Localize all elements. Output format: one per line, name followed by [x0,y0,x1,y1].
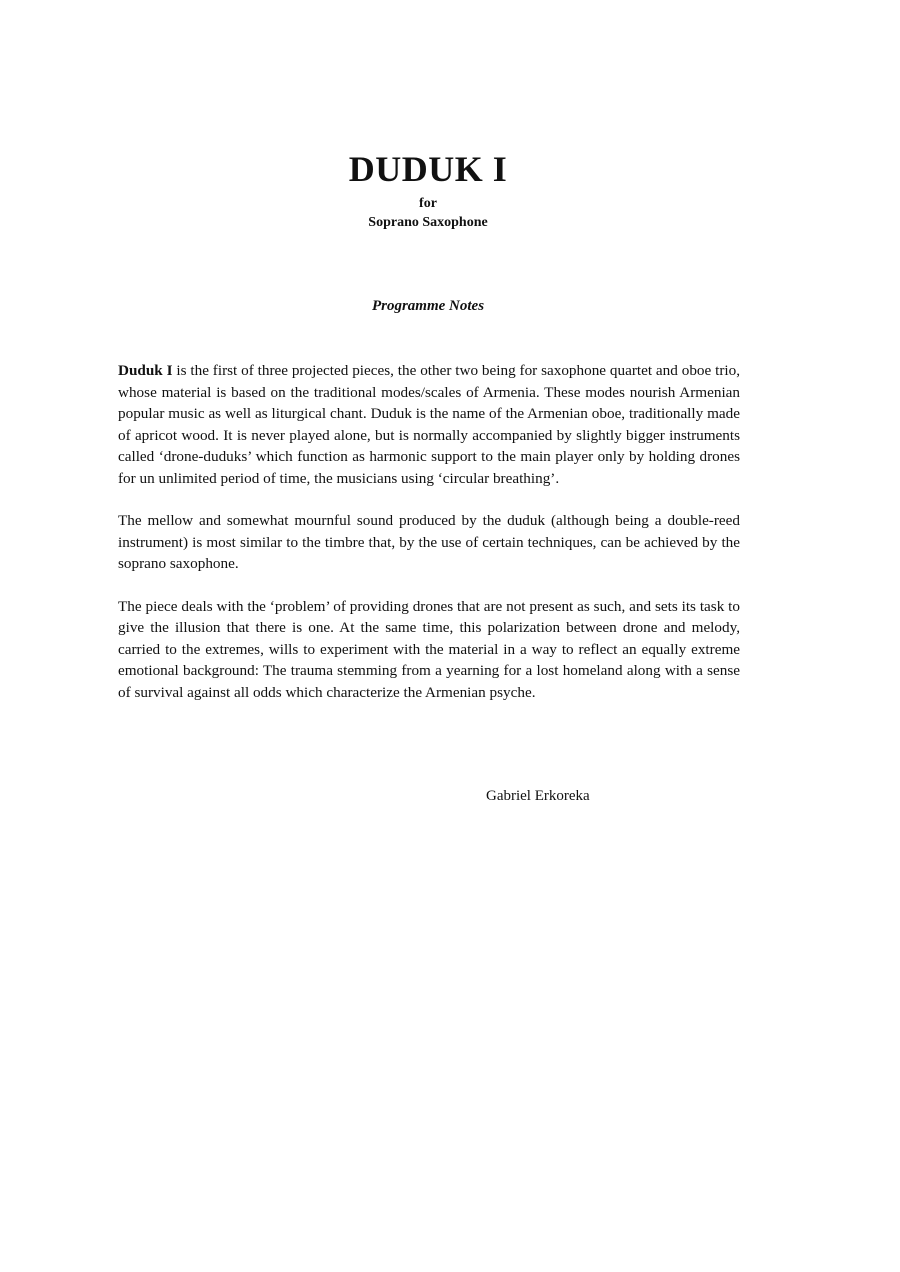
subtitle-instrument: Soprano Saxophone [368,215,488,230]
paragraph-text: is the first of three projected pieces, the other two being for saxophone quartet and oboe trio, whose material is based on the traditional modes/scales of Armenia. These modes nourish Armenian popular music as well as liturgical chant. Duduk is the name of the Armenian oboe, traditionally made of apricot wood. It is never played alone, but is normally accompanied by slightly bigger instruments called ‘drone-duduks’ which function as harmonic support to the main player only by holding drones for un unlimited period of time, the musicians using ‘circular breathing’. [118,362,740,487]
author-signature: Gabriel Erkoreka [486,788,590,804]
paragraph-2: The mellow and somewhat mournful sound produced by the duduk (although being a double-reed instrument) is most similar to the timbre that, by the use of certain techniques, can be achieved by the soprano saxophone. [118,512,740,572]
paragraph-1 [118,360,740,489]
subtitle-for: for [419,196,437,211]
section-heading: Programme Notes [371,298,485,314]
paragraph-lead-bold: Duduk I [118,362,173,379]
paragraph-3: The piece deals with the ‘problem’ of providing drones that are not present as such, and sets its task to give the illusion that there is one. At the same time, this polarization between drone and melody, carried to the extremes, wills to experiment with the material in a way to reflect an equally extreme emotional background: The trauma stemming from a yearning for a lost homeland along with a sense of survival against all odds which characterize the Armenian psyche. [118,597,740,701]
page-title: DUDUK I [348,149,508,189]
programme-notes-body [118,360,740,724]
